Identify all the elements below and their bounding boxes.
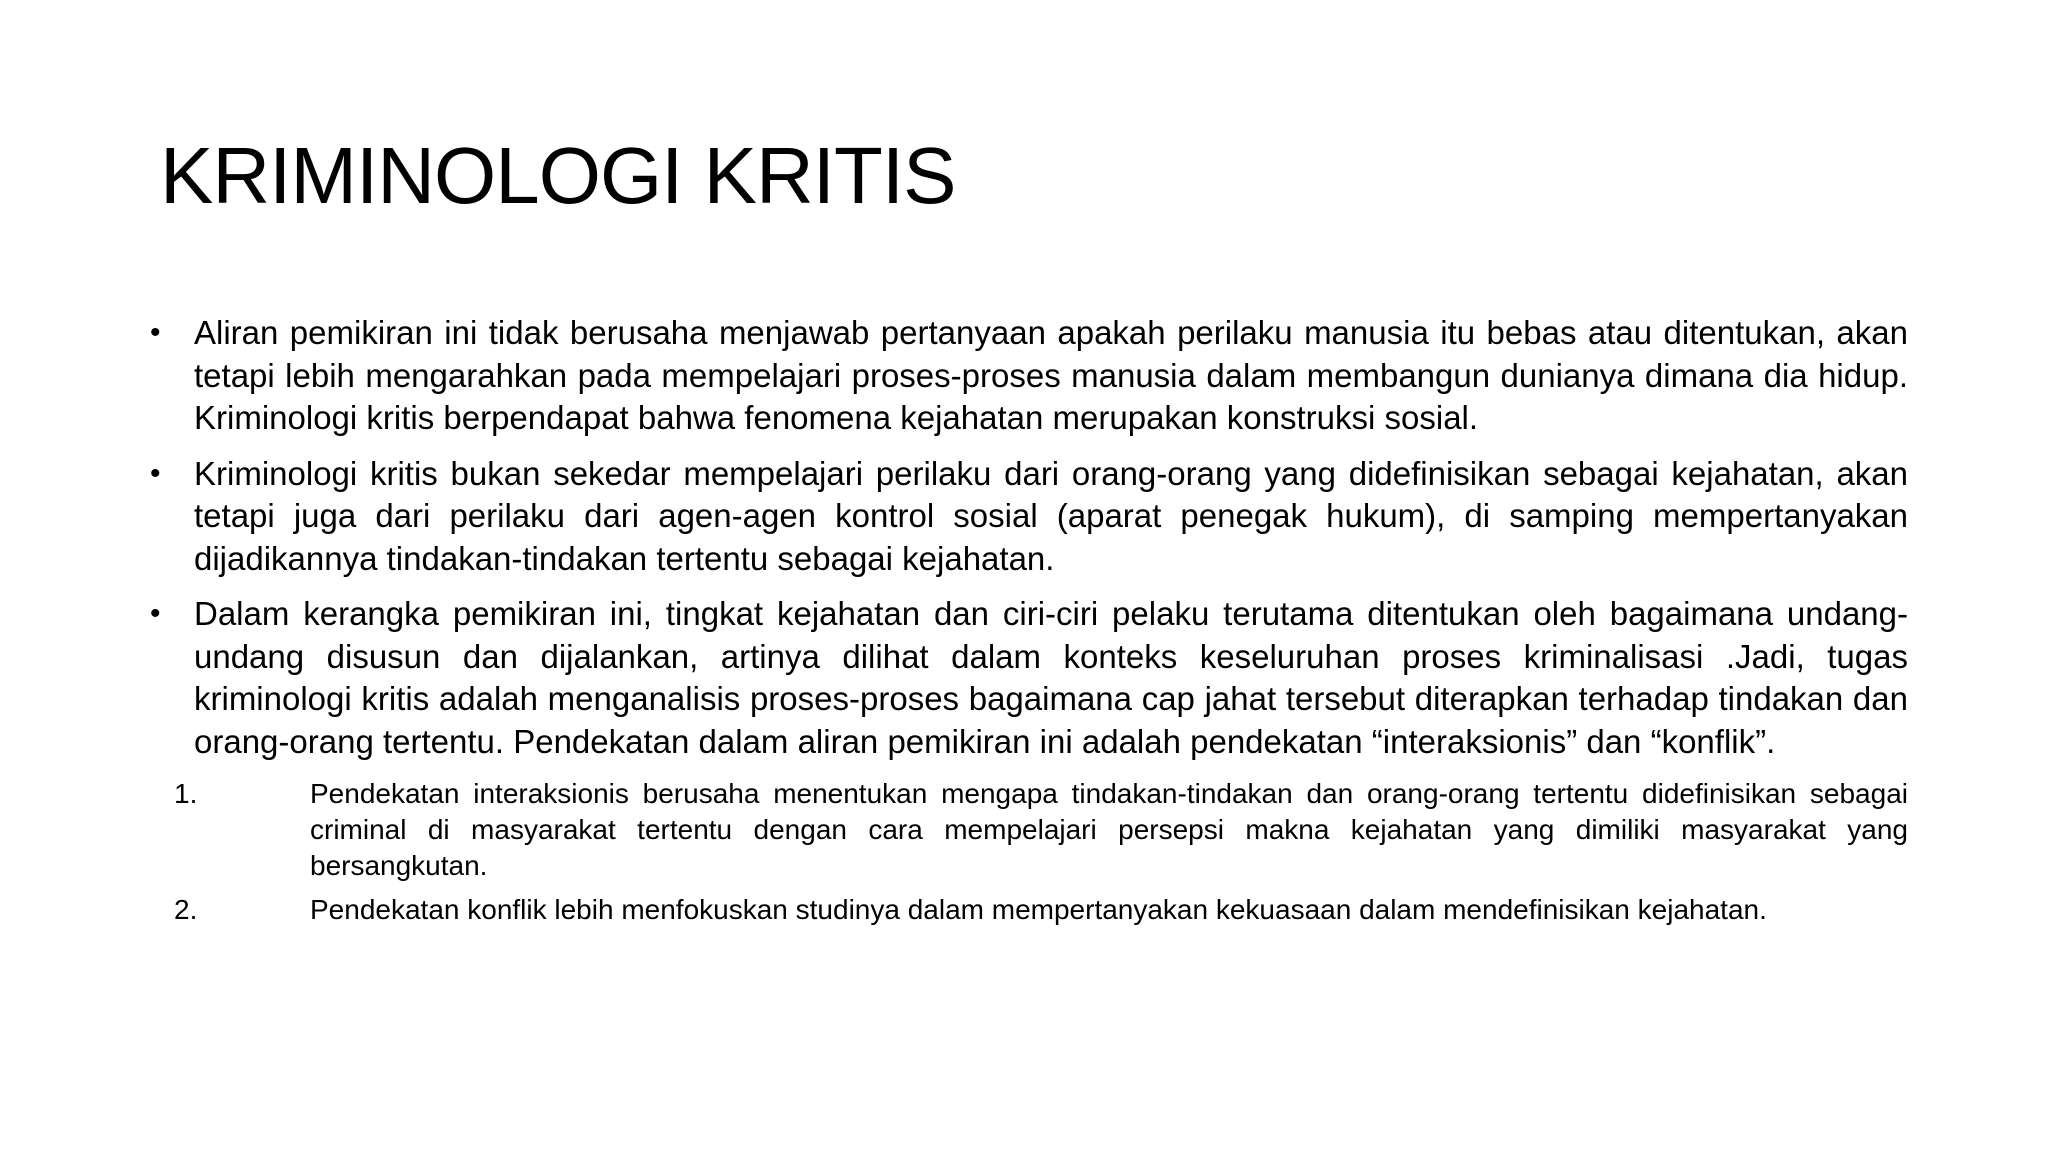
bullet-dot-icon: •	[150, 456, 161, 490]
bullet-dot-icon: •	[150, 316, 161, 349]
bullet-item	[150, 593, 1908, 763]
numbered-text: Pendekatan interaksionis berusaha menentukan mengapa tindakan-tindakan dan orang-orang tertentu didefinisikan sebagai criminal di masyarakat tertentu dengan cara mempelajari persepsi makna kejahatan yang dimiliki masyarakat yang bersangkutan.	[310, 778, 1908, 881]
numbered-text: Pendekatan konflik lebih menfokuskan studinya dalam mempertanyakan kekuasaan dalam mendefinisikan kejahatan.	[310, 894, 1767, 925]
bullet-item	[150, 453, 1908, 581]
bullet-text: Dalam kerangka pemikiran ini, tingkat kejahatan dan ciri-ciri pelaku terutama ditentukan oleh bagaimana undang-undang disusun dan dijalankan, artinya dilihat dalam konteks keseluruhan proses kriminalisasi .Jadi, tugas kriminologi kritis adalah menganalisis proses-proses bagaimana cap jahat tersebut diterapkan terhadap tindakan dan orang-orang tertentu. Pendekatan dalam aliran pemikiran ini adalah pendekatan “interaksionis” dan “konflik”.	[194, 595, 1908, 760]
numbered-item	[150, 776, 1908, 884]
numbered-marker: 2.	[174, 894, 198, 925]
slide-body	[150, 312, 1908, 936]
bullet-dot-icon: •	[150, 597, 161, 630]
bullet-item	[150, 312, 1908, 440]
numbered-marker: 1.	[174, 778, 198, 809]
numbered-item	[150, 892, 1908, 928]
bullet-text: Kriminologi kritis bukan sekedar mempelajari perilaku dari orang-orang yang didefinisikan sebagai kejahatan, akan tetapi juga dari perilaku dari agen-agen kontrol sosial (aparat penegak hukum), di samping mempertanyakan dijadikannya tindakan-tindakan tertentu sebagai kejahatan.	[194, 454, 1908, 577]
bullet-text: Aliran pemikiran ini tidak berusaha menjawab pertanyaan apakah perilaku manusia itu bebas atau ditentukan, akan tetapi lebih mengarahkan pada mempelajari proses-proses manusia dalam membangun dunianya dimana dia hidup. Kriminologi kritis berpendapat bahwa fenomena kejahatan merupakan konstruksi sosial.	[194, 314, 1908, 436]
slide-title: KRIMINOLOGI KRITIS	[160, 131, 956, 220]
